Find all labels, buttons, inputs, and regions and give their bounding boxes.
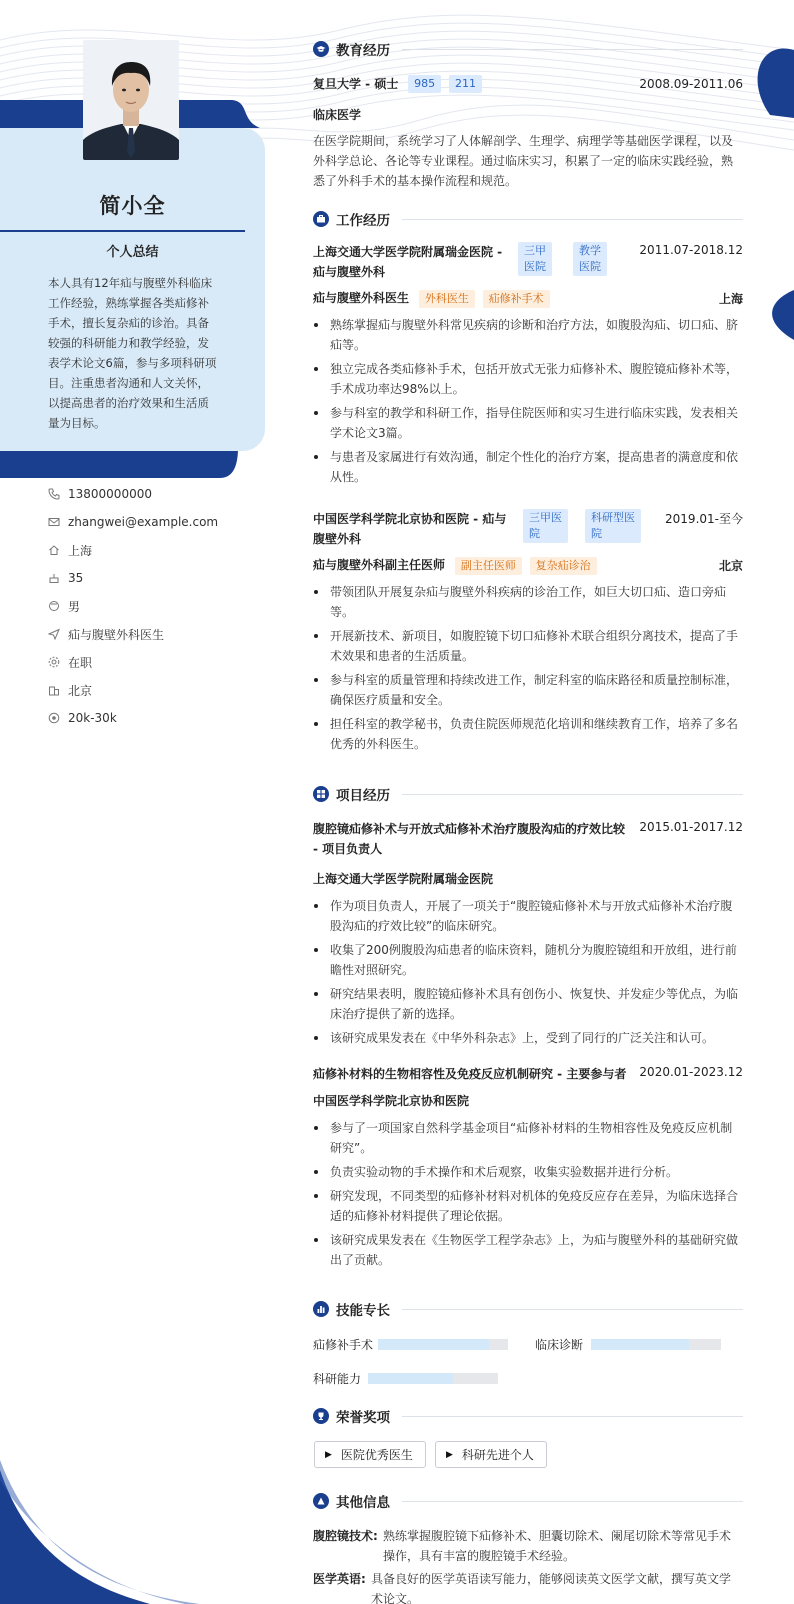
- salary-icon: [48, 712, 68, 724]
- bullet-item: 开展新技术、新项目，如腹腔镜下切口疝修补术联合组织分离技术，提高了手 术效果和患者的生活质量。: [313, 626, 743, 666]
- contact-age: [48, 564, 258, 592]
- school-tag: 211: [449, 75, 482, 93]
- section-header: [313, 1297, 743, 1321]
- trophy-icon: [313, 1408, 329, 1424]
- bullet-item: 该研究成果发表在《中华外科杂志》上，受到了同行的广泛关注和认可。: [313, 1028, 743, 1048]
- tag-line: 科研型医: [591, 511, 635, 524]
- bullet-item: 参与了一项国家自然科学基金项目“疝修补材料的生物相容性及免疫反应机制 研究”。: [313, 1118, 743, 1158]
- contact-text: zhangwei@example.com: [68, 515, 219, 529]
- project-org: 中国医学科学院北京协和医院: [313, 1094, 470, 1108]
- contact-location: [48, 536, 258, 564]
- section-title: 荣誉奖项: [336, 1410, 390, 1426]
- contact-job: [48, 620, 258, 648]
- education-school-row: [313, 75, 482, 93]
- section-header: [313, 207, 743, 231]
- work-section: [313, 207, 743, 767]
- contact-text: 20k-30k: [68, 711, 117, 725]
- bullet-item: 研究结果表明，腹腔镜疝修补术具有创伤小、恢复快、并发症少等优点，为临 床治疗提供了新的选择。: [313, 984, 743, 1024]
- play-icon: ▶: [446, 1449, 453, 1460]
- tag-line: 院: [591, 527, 602, 540]
- section-divider: [402, 219, 743, 220]
- org-tag: [585, 509, 641, 543]
- skill-bar-fill: [591, 1339, 689, 1350]
- gender-icon: [48, 600, 68, 612]
- section-divider: [402, 1501, 743, 1502]
- summary-title: 个人总结: [106, 245, 159, 260]
- bullet-item: 参与科室的质量管理和持续改进工作，制定科室的临床路径和质量控制标准， 确保医疗质量和安全。: [313, 670, 743, 710]
- project-name: 疝修补材料的生物相容性及免疫反应机制研究 - 主要参与者: [313, 1067, 627, 1081]
- section-title: 其他信息: [336, 1495, 390, 1511]
- info-icon: [313, 1493, 329, 1509]
- cake-icon: [48, 572, 68, 584]
- other-line: 具备良好的医学英语读写能力，能够阅读英文医学文献，撰写英文学: [371, 1572, 732, 1586]
- contact-gender: [48, 592, 258, 620]
- bullet-item: 带领团队开展复杂疝与腹壁外科疾病的诊治工作，如巨大切口疝、造口旁疝 等。: [313, 582, 743, 622]
- contact-text: 疝与腹壁外科医生: [68, 627, 165, 642]
- tag-line: 院: [529, 527, 540, 540]
- education-section: [313, 37, 743, 187]
- section-header: [313, 1489, 743, 1513]
- briefcase-icon: [313, 211, 329, 227]
- job-org-line: 疝与腹壁外科: [313, 265, 386, 279]
- tag-line: 三甲: [524, 244, 546, 257]
- section-title: 教育经历: [336, 43, 390, 59]
- job-organization: [313, 242, 508, 282]
- send-icon: [48, 628, 68, 640]
- role-tag: 副主任医师: [455, 557, 522, 575]
- other-line: 术论文。: [371, 1592, 420, 1604]
- education-dates: 2008.09-2011.06: [639, 77, 743, 91]
- job-org-line: 中国医学科学院北京协和医院 - 疝与: [313, 512, 507, 526]
- contact-text: 北京: [68, 683, 93, 698]
- section-header: [313, 782, 743, 806]
- contact-text: 35: [68, 571, 84, 585]
- project-bullets: [313, 1118, 743, 1270]
- play-icon: ▶: [325, 1449, 332, 1460]
- other-label: 医学英语:: [313, 1572, 366, 1586]
- skill-bar-fill: [368, 1373, 453, 1384]
- other-text: [371, 1569, 743, 1604]
- section-header: [313, 1404, 743, 1428]
- role-tag: 复杂疝诊治: [530, 557, 597, 575]
- job-city: 北京: [718, 559, 743, 573]
- bullet-item: 担任科室的教学秘书，负责住院医师规范化培训和继续教育工作，培养了多名 优秀的外科医生。: [313, 714, 743, 754]
- tag-line: 教学: [579, 244, 601, 257]
- honor-list: [313, 1441, 743, 1469]
- education-major: 临床医学: [313, 108, 362, 122]
- skills-section: [313, 1297, 743, 1387]
- job-role: 疝与腹壁外科副主任医师: [313, 558, 446, 572]
- other-item: [313, 1526, 743, 1566]
- skill-label: 疝修补手术: [313, 1338, 374, 1352]
- job-bullets: [313, 315, 743, 487]
- skill-label: 科研能力: [313, 1372, 362, 1386]
- project-dates: 2020.01-2023.12: [639, 1065, 743, 1079]
- org-tag: [518, 242, 552, 276]
- status-icon: [48, 656, 68, 668]
- job-bullets: [313, 582, 743, 754]
- project-dates: 2015.01-2017.12: [639, 820, 743, 834]
- section-header: [313, 37, 743, 61]
- section-title: 工作经历: [336, 213, 390, 229]
- contact-salary: [48, 704, 258, 732]
- education-school: 复旦大学 - 硕士: [313, 77, 399, 91]
- section-title: 项目经历: [336, 788, 390, 804]
- home-icon: [48, 544, 68, 556]
- graduation-cap-icon: [313, 41, 329, 57]
- bullet-item: 作为项目负责人，开展了一项关于“腹腔镜疝修补术与开放式疝修补术治疗腹 股沟疝的疗效比较”的临床研究。: [313, 896, 743, 936]
- projects-section: [313, 782, 743, 1272]
- city-icon: [48, 684, 68, 696]
- bullet-item: 该研究成果发表在《生物医学工程学杂志》上，为疝与腹壁外科的基础研究做 出了贡献。: [313, 1230, 743, 1270]
- job-role: 疝与腹壁外科医生: [313, 291, 410, 305]
- section-divider: [402, 1309, 743, 1310]
- org-tag: [573, 242, 607, 276]
- honors-section: [313, 1404, 743, 1474]
- job-dates: 2011.07-2018.12: [639, 243, 743, 257]
- person-name: 简小全: [99, 194, 166, 218]
- project-name-line: 腹腔镜疝修补术与开放式疝修补术治疗腹股沟疝的疗效比较: [313, 822, 626, 836]
- honor-label: 医院优秀医生: [340, 1448, 413, 1462]
- other-item: [313, 1569, 743, 1604]
- role-tag: 疝修补手术: [483, 290, 550, 308]
- section-divider: [402, 49, 743, 50]
- bullet-item: 独立完成各类疝修补手术，包括开放式无张力疝修补术、腹腔镜疝修补术等， 手术成功率达98%以上。: [313, 359, 743, 399]
- contact-text: 男: [68, 599, 81, 614]
- skill-bar: [368, 1373, 498, 1384]
- contact-text: 13800000000: [68, 487, 152, 501]
- project-org: 上海交通大学医学院附属瑞金医院: [313, 872, 494, 886]
- bullet-item: 熟练掌握疝与腹壁外科常见疾病的诊断和治疗方法，如腹股沟疝、切口疝、脐 疝等。: [313, 315, 743, 355]
- summary-text: 本人具有12年疝与腹壁外科临床工作经验，熟练掌握各类疝修补手术，擅长复杂疝的诊治。具备较强的科研能力和教学经验，发表学术论文6篇，参与多项科研项目。注重患者沟通和人文关怀，以提高患者的治疗效果和生活质量为目标。: [48, 276, 217, 430]
- skill-bar-fill: [378, 1339, 489, 1350]
- job-role-row: [313, 289, 550, 308]
- project-name-line: - 项目负责人: [313, 842, 383, 856]
- other-label: 腹腔镜技术:: [313, 1529, 378, 1543]
- other-line: 操作，具有丰富的腹腔镜手术经验。: [383, 1549, 576, 1563]
- honor-item: [314, 1441, 426, 1468]
- school-tag: 985: [408, 75, 441, 93]
- profile-photo: [83, 40, 179, 160]
- bullet-item: 与患者及家属进行有效沟通，制定个性化的治疗方案，提高患者的满意度和依 从性。: [313, 447, 743, 487]
- honor-label: 科研先进个人: [461, 1448, 534, 1462]
- job-dates: 2019.01-至今: [665, 512, 743, 526]
- job-city: 上海: [718, 292, 743, 306]
- bullet-item: 收集了200例腹股沟疝患者的临床资料，随机分为腹腔镜组和开放组，进行前 瞻性对照研究。: [313, 940, 743, 980]
- contact-status: [48, 648, 258, 676]
- job-org-line: 上海交通大学医学院附属瑞金医院 -: [313, 245, 503, 259]
- bullet-item: 负责实验动物的手术操作和术后观察，收集实验数据并进行分析。: [313, 1162, 743, 1182]
- role-tag: 外科医生: [419, 290, 475, 308]
- bar-chart-icon: [313, 1301, 329, 1317]
- contact-text: 上海: [68, 543, 93, 558]
- job-org-line: 腹壁外科: [313, 532, 362, 546]
- other-line: 熟练掌握腹腔镜下疝修补术、胆囊切除术、阑尾切除术等常见手术: [383, 1529, 732, 1543]
- contact-text: 在职: [68, 655, 93, 670]
- job-role-row: [313, 556, 597, 575]
- education-description: 在医学院期间，系统学习了人体解剖学、生理学、病理学等基础医学课程，以及外科学总论、各论等专业课程。通过临床实习，积累了一定的临床实践经验，熟悉了外科手术的基本操作流程和规范。: [313, 134, 734, 188]
- mail-icon: [48, 516, 68, 528]
- section-title: 技能专长: [336, 1303, 390, 1319]
- contact-email: [48, 508, 258, 536]
- tag-line: 三甲医: [529, 511, 562, 524]
- other-text: [383, 1526, 743, 1566]
- bullet-item: 研究发现，不同类型的疝修补材料对机体的免疫反应存在差异，为临床选择合 适的疝修补材料提供了理论依据。: [313, 1186, 743, 1226]
- section-divider: [402, 794, 743, 795]
- tag-line: 医院: [579, 260, 601, 273]
- name-divider: [0, 230, 245, 232]
- phone-icon: [48, 488, 68, 500]
- tag-line: 医院: [524, 260, 546, 273]
- grid-icon: [313, 786, 329, 802]
- org-tag: [523, 509, 568, 543]
- job-organization: [313, 509, 513, 549]
- other-section: [313, 1489, 743, 1604]
- contact-list: [48, 480, 258, 732]
- honor-item: [435, 1441, 547, 1468]
- skill-label: 临床诊断: [535, 1338, 584, 1352]
- project-bullets: [313, 896, 743, 1048]
- left-column: [0, 0, 268, 1604]
- project-name: [313, 819, 633, 859]
- contact-phone: [48, 480, 258, 508]
- skill-bar: [378, 1339, 508, 1350]
- skill-bar: [591, 1339, 721, 1350]
- contact-city: [48, 676, 258, 704]
- section-divider: [402, 1416, 743, 1417]
- bullet-item: 参与科室的教学和科研工作，指导住院医师和实习生进行临床实践，发表相关 学术论文3篇。: [313, 403, 743, 443]
